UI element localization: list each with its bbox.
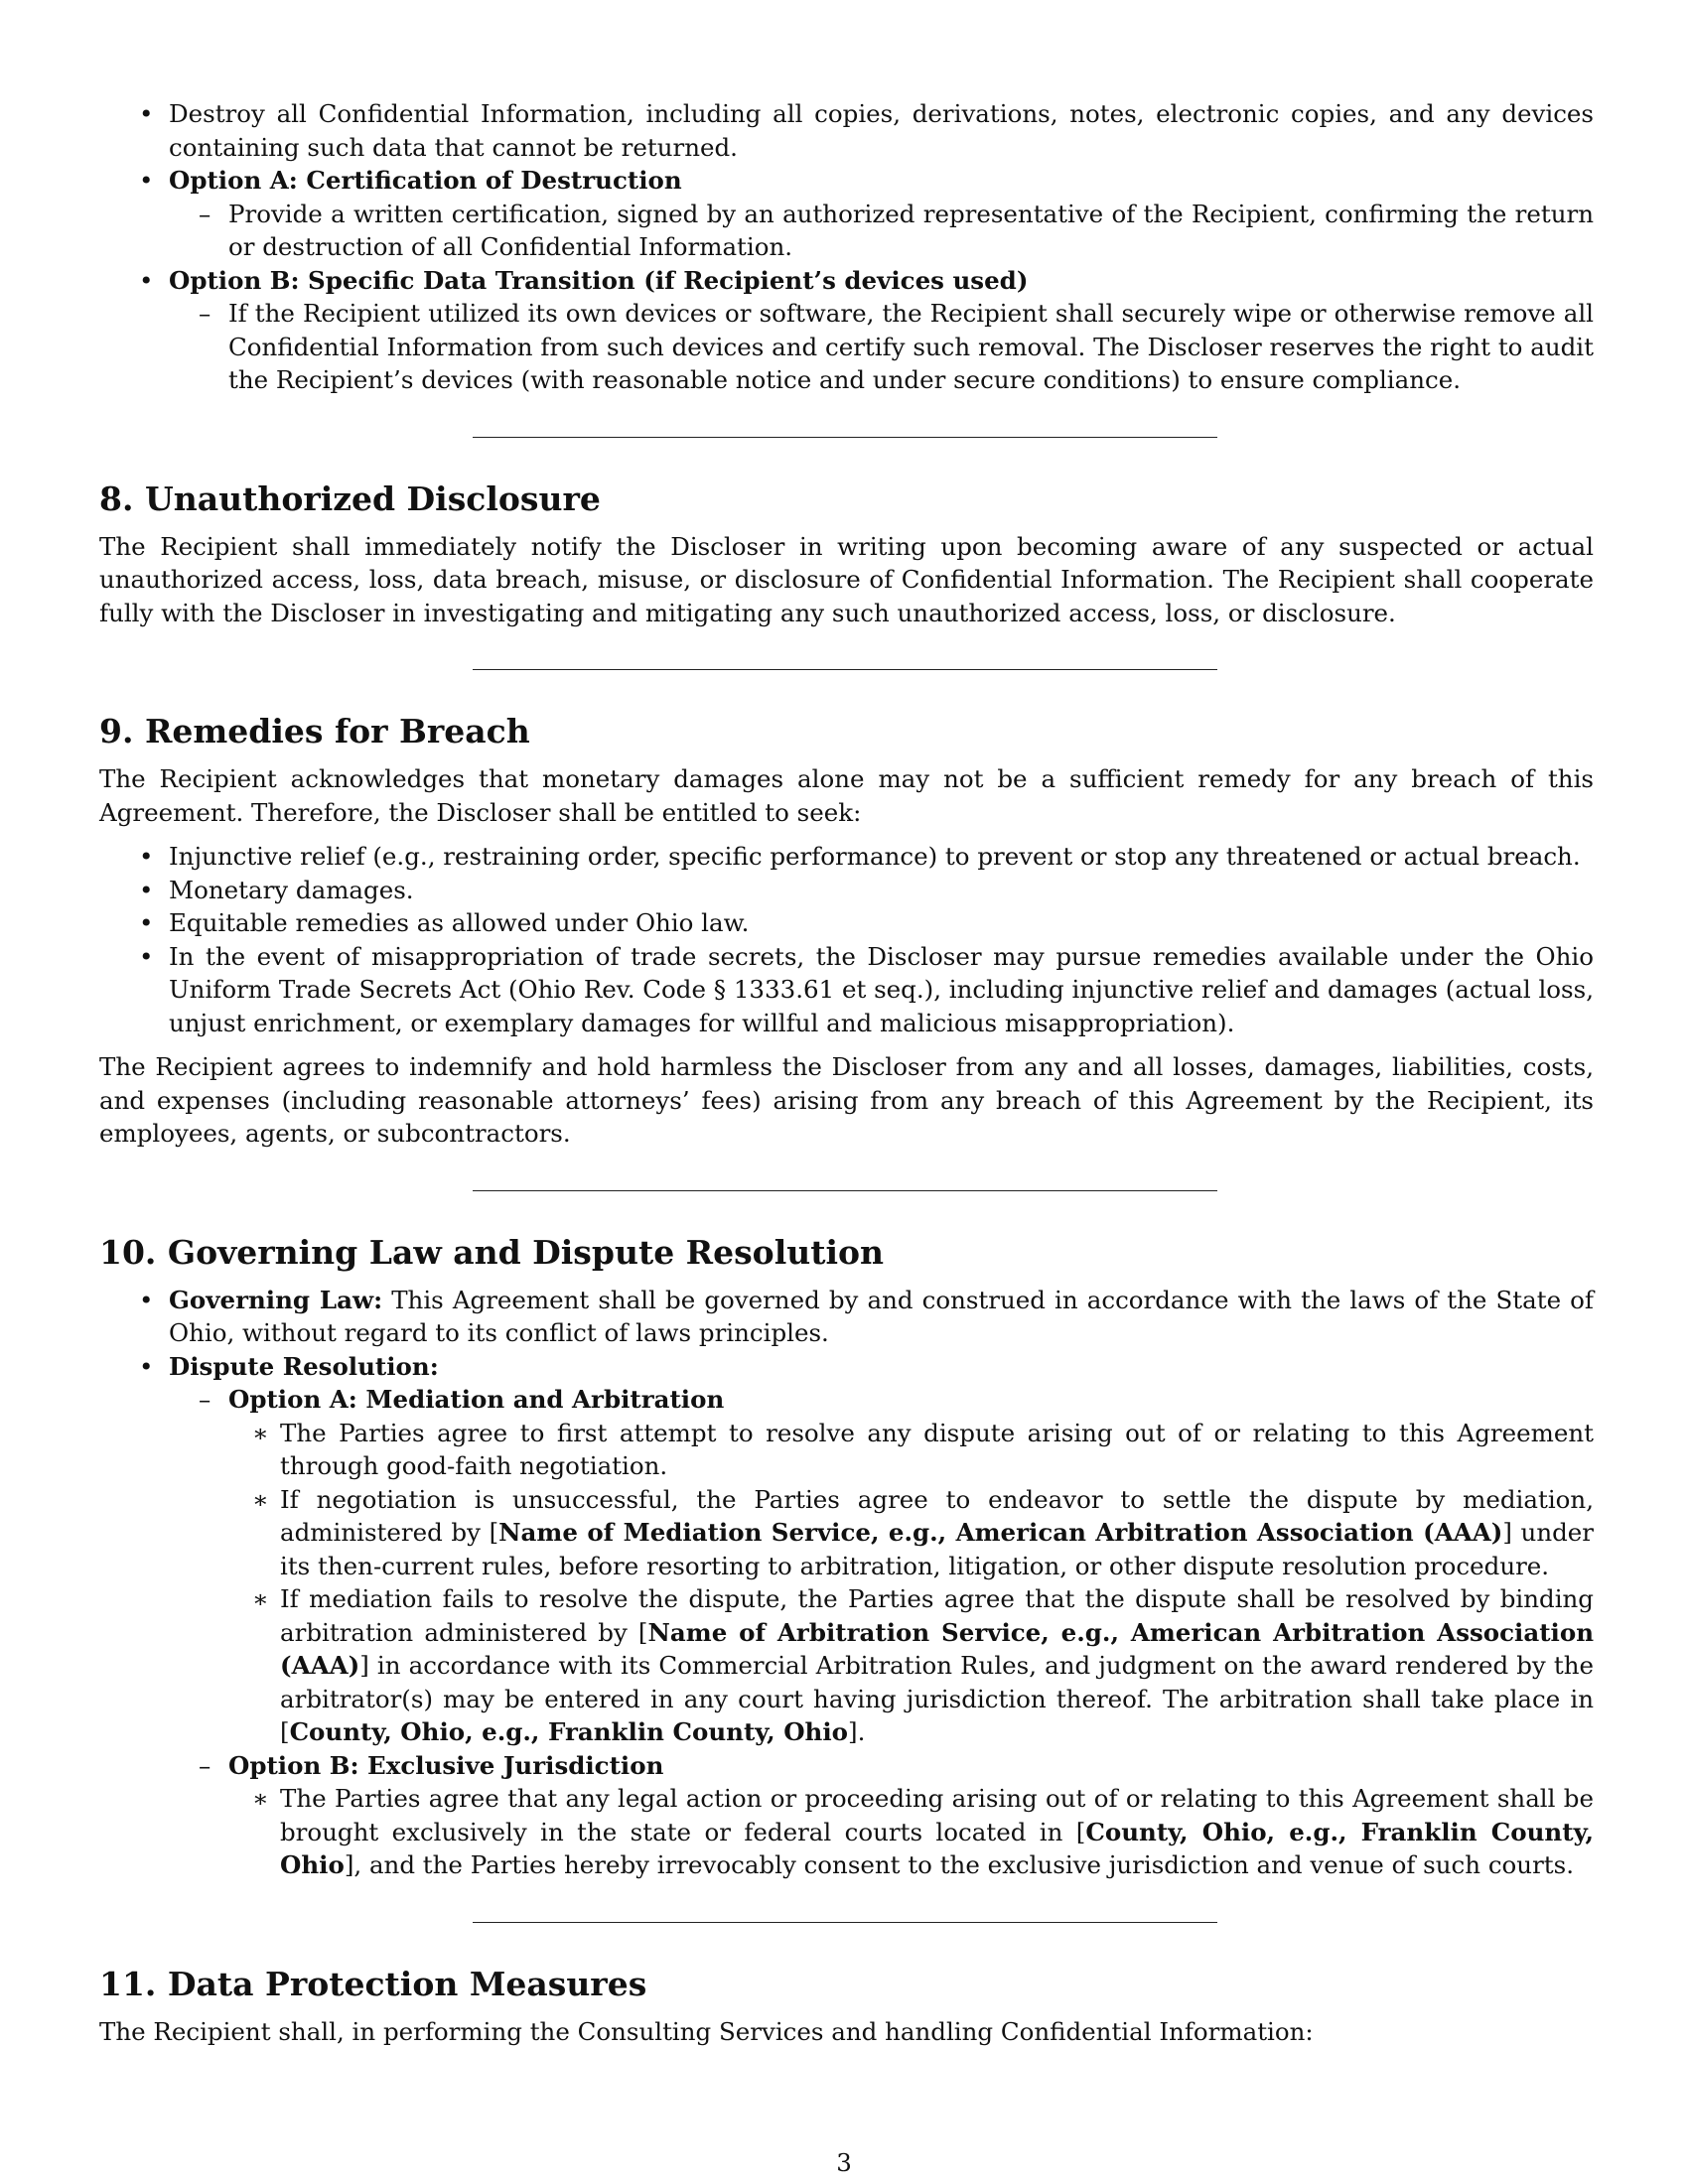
sub-sub-list-item: ∗ The Parties agree that any legal action or proceeding arising out of or relating to this Agreement shall be brought exclusively in the state or federal courts located in [County, Ohio, e.g., Franklin County, Ohio], and the Parties hereby irrevocably consent to the exclusive jurisdiction and venue of such courts.	[280, 1782, 1594, 1882]
option-a-title: Option A: Certification of Destruction	[169, 166, 682, 195]
section-heading-9: 9. Remedies for Breach	[99, 712, 530, 751]
option-b-title: Option B: Exclusive Jurisdiction	[228, 1750, 664, 1780]
page-number: 3	[836, 2148, 852, 2177]
section-8-body: The Recipient shall immediately notify the Discloser in writing upon becoming aware of any suspected or actual unauthorized access, loss, data breach, misuse, or disclosure of Confidential Information. The Recipient shall cooperate fully with the Discloser in investigating and mitigating any such unauthorized access, loss, or disclosure.	[99, 531, 1594, 627]
section-divider	[473, 1922, 1217, 1923]
remedies-list	[99, 840, 1594, 1039]
section-divider	[473, 669, 1217, 670]
list-item: • Injunctive relief (e.g., restraining order, specific performance) to prevent or stop any threatened or actual breach.	[169, 840, 1594, 874]
section-9-intro: The Recipient acknowledges that monetary damages alone may not be a sufficient remedy for any breach of this Agreement. Therefore, the Discloser shall be entitled to seek:	[99, 764, 1594, 827]
return-destroy-list	[99, 97, 1594, 397]
section-divider	[473, 1190, 1217, 1191]
option-b-title: Option B: Specific Data Transition (if Recipient’s devices used)	[169, 265, 1029, 295]
option-a-title: Option A: Mediation and Arbitration	[228, 1385, 725, 1414]
section-heading-8: 8. Unauthorized Disclosure	[99, 478, 601, 518]
section-11-intro: The Recipient shall, in performing the Consulting Services and handling Confidential Information:	[99, 2016, 1314, 2046]
list-item: • In the event of misappropriation of trade secrets, the Discloser may pursue remedies available under the Ohio Uniform Trade Secrets Act (Ohio Rev. Code § 1333.61 et seq.), including injunctive relief and damages (actual loss, unjust enrichment, or exemplary damages for willful and malicious misappropriation).	[169, 940, 1594, 1040]
section-heading-10: 10. Governing Law and Dispute Resolution	[99, 1232, 885, 1272]
list-item: • Dispute Resolution: – Option A: Mediation and Arbitration ∗ The Parties agree to first attempt to resolve any dispute arising out of or relating to this Agreement through good-faith negotiation. ∗ If negotiation is unsuccessful, the Parties agree to endeavor to settle the dispute by mediation, administered by [Name of Mediation Service, e.g., American Arbitration Association (AAA)] under its then-current rules, before resorting to arbitration, litigation, or other dispute resolution procedure. ∗ If mediation fails to resolve the dispute, the Parties agree that the dispute shall be resolved by binding arbitration administered by [Name of Arbitration Service, e.g., American Arbitration Association (AAA)] in accordance with its Commercial Arbitration Rules, and judgment on the award rendered by the arbitrator(s) may be entered in any court having jurisdiction thereof. The arbitration shall take place in [County, Ohio, e.g., Franklin County, Ohio]. – Option B: Exclusive Jurisdiction ∗ The Parties agree that any legal action or proceeding arising out of or relating to this Agreement shall be brought exclusively in the state or federal courts located in [County, Ohio, e.g., Franklin County, Ohio], and the Parties hereby irrevocably consent to the exclusive jurisdiction and venue of such courts.	[169, 1350, 1594, 1882]
sub-sub-list-item: ∗ The Parties agree to first attempt to resolve any dispute arising out of or relating to this Agreement through good-faith negotiation.	[280, 1417, 1594, 1483]
list-item	[169, 264, 1594, 397]
sub-sub-list-item: ∗ If mediation fails to resolve the dispute, the Parties agree that the dispute shall be resolved by binding arbitration administered by [Name of Arbitration Service, e.g., American Arbitration Association (AAA)] in accordance with its Commercial Arbitration Rules, and judgment on the award rendered by the arbitrator(s) may be entered in any court having jurisdiction thereof. The arbitration shall take place in [County, Ohio, e.g., Franklin County, Ohio].	[280, 1582, 1594, 1749]
document-page	[99, 97, 1594, 2048]
governing-law-list	[99, 1284, 1594, 1882]
section-9-outro: The Recipient agrees to indemnify and hold harmless the Discloser from any and all losses, damages, liabilities, costs, and expenses (including reasonable attorneys’ fees) arising from any breach of this Agreement by the Recipient, its employees, agents, or subcontractors.	[99, 1052, 1594, 1148]
list-item	[169, 164, 1594, 264]
sub-list-item: – Provide a written certification, signed by an authorized representative of the Recipient, confirming the return or destruction of all Confidential Information.	[228, 198, 1594, 264]
section-heading-11: 11. Data Protection Measures	[99, 1964, 647, 2003]
section-divider	[473, 437, 1217, 438]
sub-list-item: – If the Recipient utilized its own devices or software, the Recipient shall securely wipe or otherwise remove all Confidential Information from such devices and certify such removal. The Discloser reserves the right to audit the Recipient’s devices (with reasonable notice and under secure conditions) to ensure compliance.	[228, 297, 1594, 397]
sub-list-item	[228, 1749, 1594, 1882]
list-item: • Destroy all Confidential Information, including all copies, derivations, notes, electronic copies, and any devices containing such data that cannot be returned.	[169, 97, 1594, 164]
sub-sub-list-item: ∗ If negotiation is unsuccessful, the Parties agree to endeavor to settle the dispute by mediation, administered by [Name of Mediation Service, e.g., American Arbitration Association (AAA)] under its then-current rules, before resorting to arbitration, litigation, or other dispute resolution procedure.	[280, 1483, 1594, 1583]
list-item: • Monetary damages.	[169, 874, 1594, 907]
sub-list-item	[228, 1383, 1594, 1749]
list-item: • Equitable remedies as allowed under Ohio law.	[169, 906, 1594, 940]
list-item: • Governing Law: This Agreement shall be governed by and construed in accordance with the laws of the State of Ohio, without regard to its conflict of laws principles.	[169, 1284, 1594, 1350]
